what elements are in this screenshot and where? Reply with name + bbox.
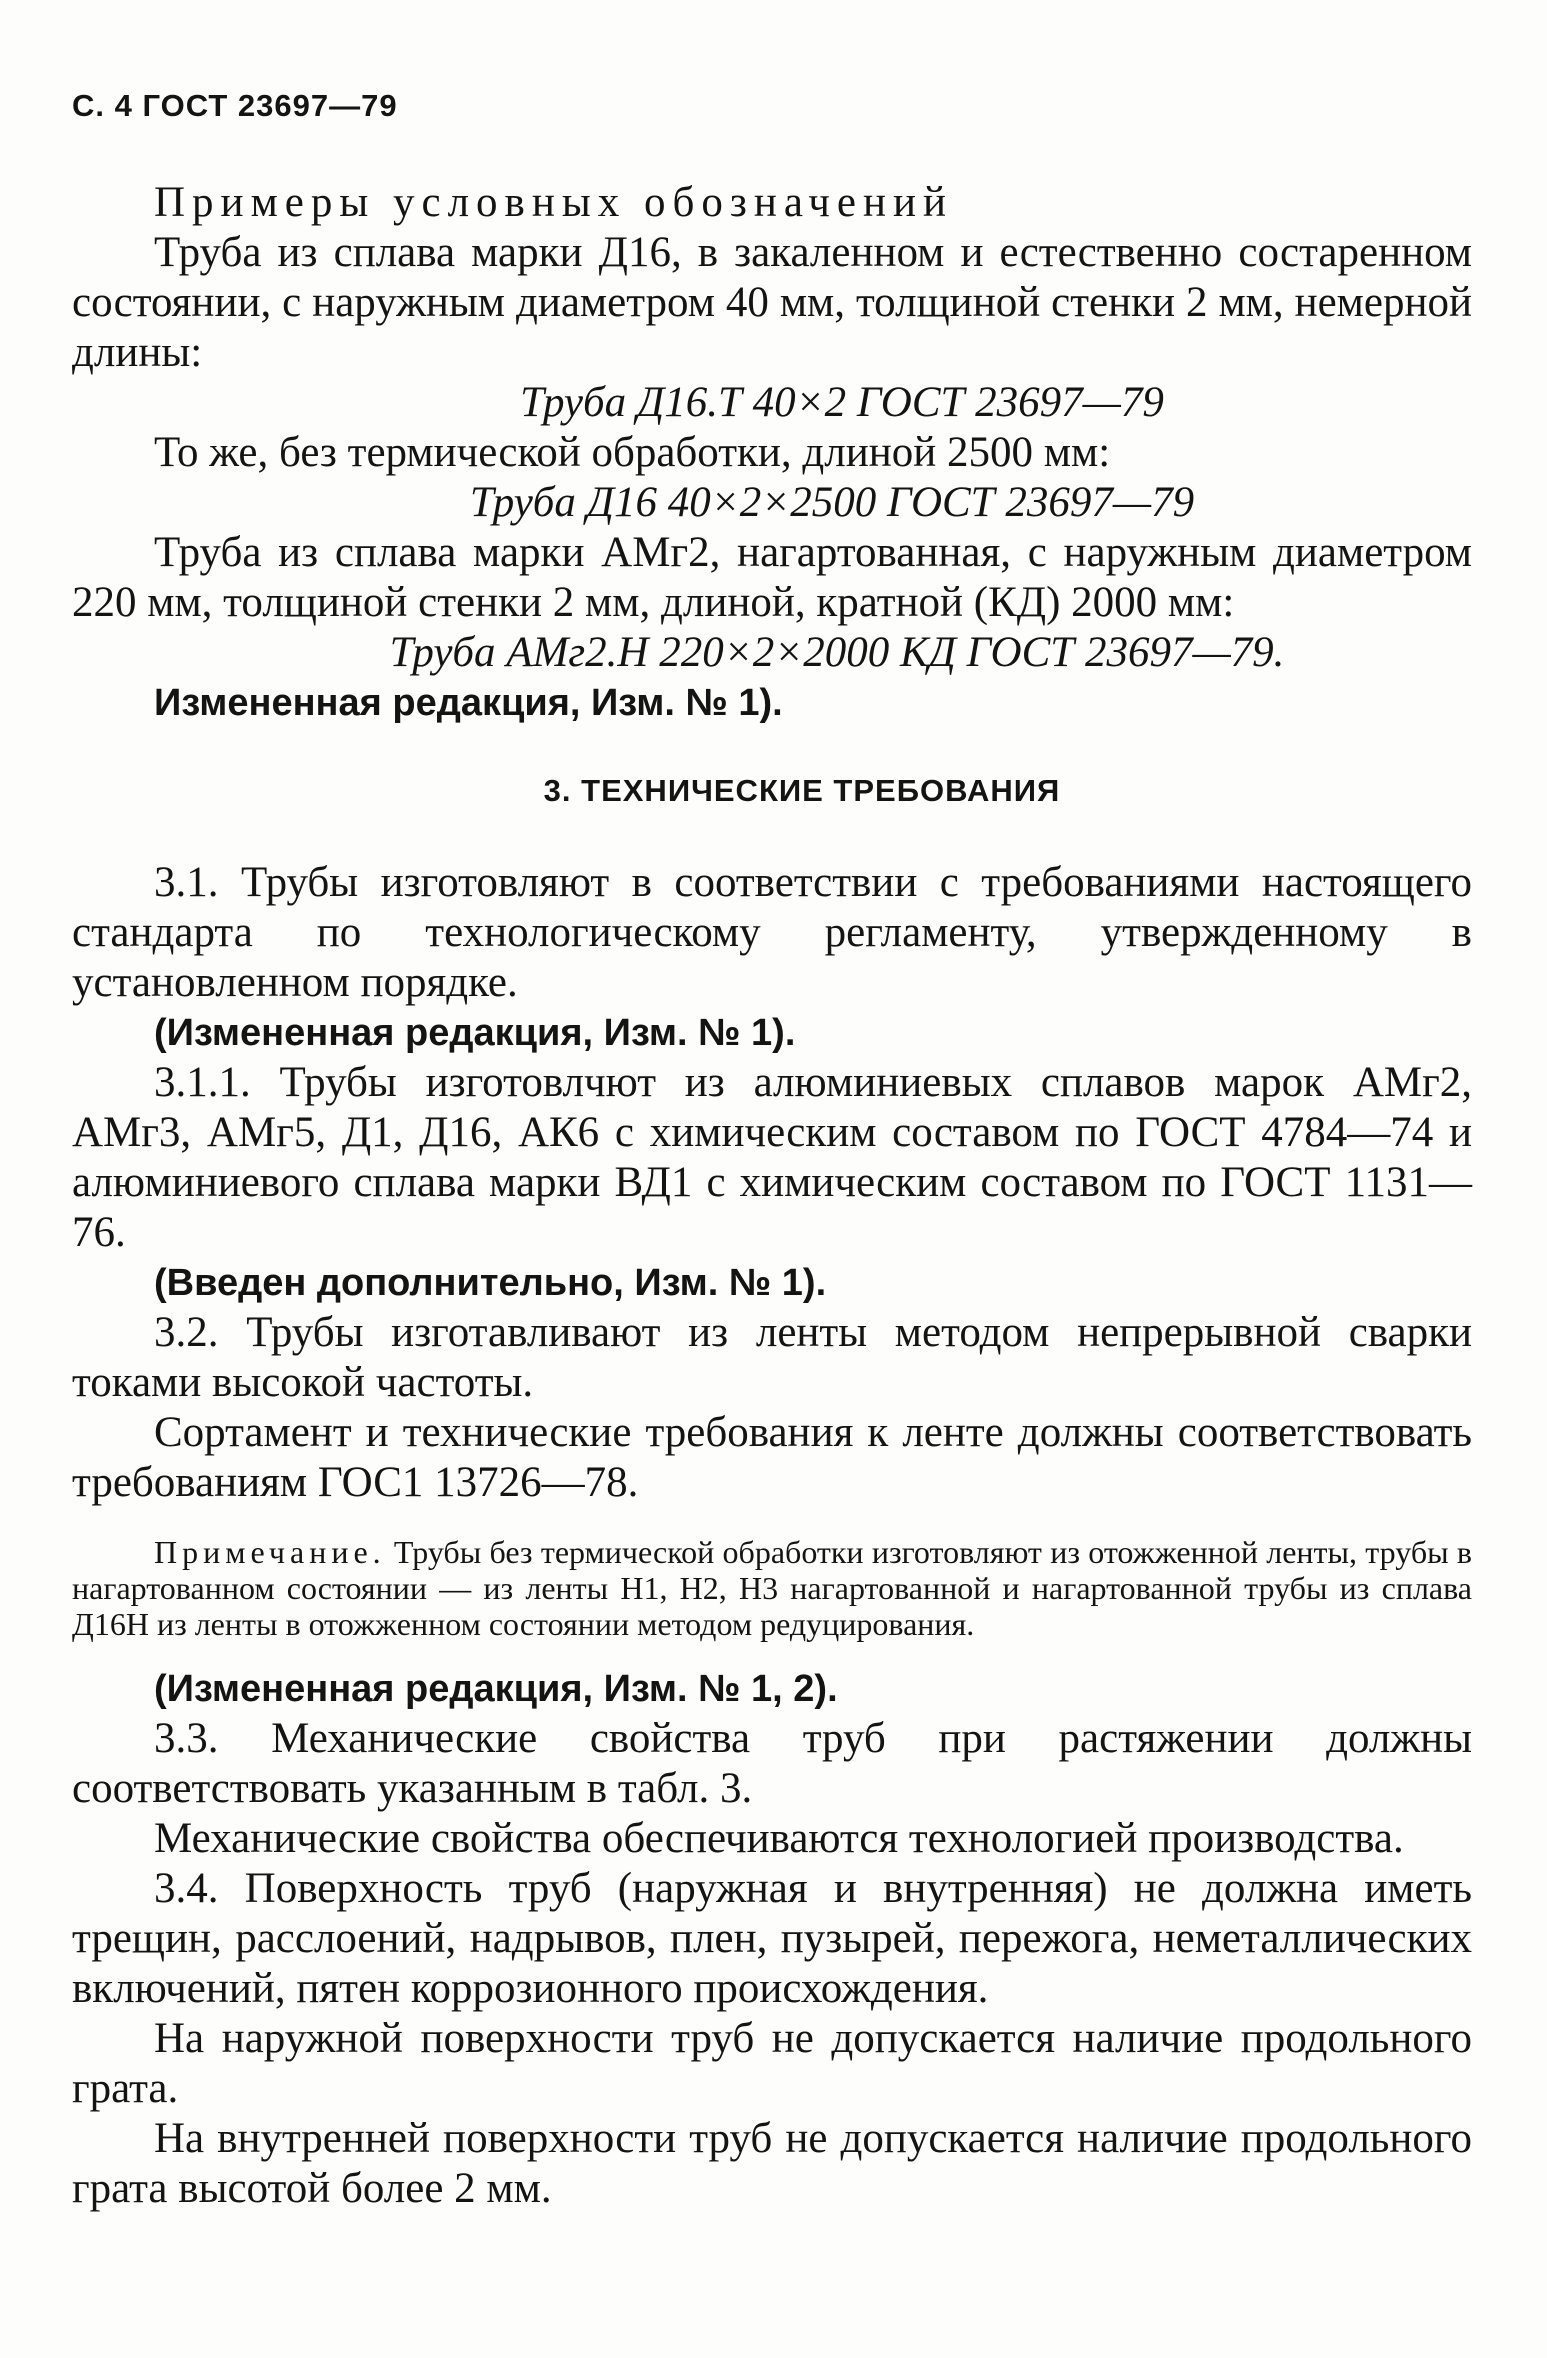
examples-title: Примеры условных обозначений: [154, 179, 953, 226]
clause-3-3: 3.3. Механические свойства труб при растяжении должны соответствовать указанным в табл. 3.: [72, 1715, 1472, 1812]
page-body: [72, 178, 1472, 2214]
amendment-note-3-2: (Измененная редакция, Изм. № 1, 2).: [154, 1668, 838, 1710]
clause-3-1-1: 3.1.1. Трубы изготовлчют из алюминиевых сплавов марок АМг2, АМг3, АМг5, Д1, Д16, АК6 с химическим составом по ГОСТ 4784—74 и алюминиевого сплава марки ВД1 с химическим составом по ГОСТ 1131—76.: [72, 1059, 1472, 1256]
designation-example-1: Труба Д16.Т 40×2 ГОСТ 23697—79: [520, 379, 1164, 426]
clause-3-2-strip-requirements: Сортамент и технические требования к ленте должны соответствовать требованиям ГОС1 13726—78.: [72, 1409, 1472, 1506]
running-head: С. 4 ГОСТ 23697—79: [72, 88, 398, 123]
amendment-note-3-1-1: (Введен дополнительно, Изм. № 1).: [154, 1262, 827, 1304]
note-label: Примечание.: [154, 1534, 386, 1570]
section-title: 3. ТЕХНИЧЕСКИЕ ТРЕБОВАНИЯ: [543, 773, 1061, 808]
example-paragraph-1: Труба из сплава марки Д16, в закаленном и естественно состаренном состоянии, с наружным диаметром 40 мм, толщиной стенки 2 мм, немерной длины:: [72, 229, 1472, 376]
clause-3-2: 3.2. Трубы изготавливают из ленты методом непрерывной сварки токами высокой частоты.: [72, 1309, 1472, 1406]
clause-3-4: 3.4. Поверхность труб (наружная и внутренняя) не должна иметь трещин, расслоений, надрывов, плен, пузырей, пережога, неметаллических включений, пятен коррозионного происхождения.: [72, 1865, 1472, 2012]
example-paragraph-3: Труба из сплава марки АМг2, нагартованная, с наружным диаметром 220 мм, толщиной стенки 2 мм, длиной, кратной (КД) 2000 мм:: [72, 529, 1472, 626]
designation-example-3: Труба АМг2.Н 220×2×2000 КД ГОСТ 23697—79.: [389, 629, 1285, 676]
amendment-note-3-1: (Измененная редакция, Изм. № 1).: [154, 1012, 796, 1054]
designation-example-2: Труба Д16 40×2×2500 ГОСТ 23697—79: [469, 479, 1195, 526]
clause-3-4-outer-burr: На наружной поверхности труб не допускается наличие продольного грата.: [72, 2015, 1472, 2112]
amendment-note-examples: Измененная редакция, Изм. № 1).: [154, 682, 783, 724]
note-text: Трубы без термической обработки изготовляют из отожженной ленты, трубы в нагартованном состоянии — из ленты Н1, Н2, Н3 нагартованной и нагартованной трубы из сплава Д16Н из ленты в отожженном состоянии методом редуцирования.: [72, 1534, 1472, 1642]
note-block: [72, 1534, 1472, 1642]
clause-3-1: 3.1. Трубы изготовляют в соответствии с требованиями настоящего стандарта по технологическому регламенту, утвержденному в установленном порядке.: [72, 859, 1472, 1006]
clause-3-4-inner-burr: На внутренней поверхности труб не допускается наличие продольного грата высотой более 2 мм.: [72, 2115, 1472, 2212]
example-paragraph-2: То же, без термической обработки, длиной 2500 мм:: [154, 429, 1111, 476]
clause-3-3-technology: Механические свойства обеспечиваются технологией производства.: [154, 1815, 1404, 1862]
